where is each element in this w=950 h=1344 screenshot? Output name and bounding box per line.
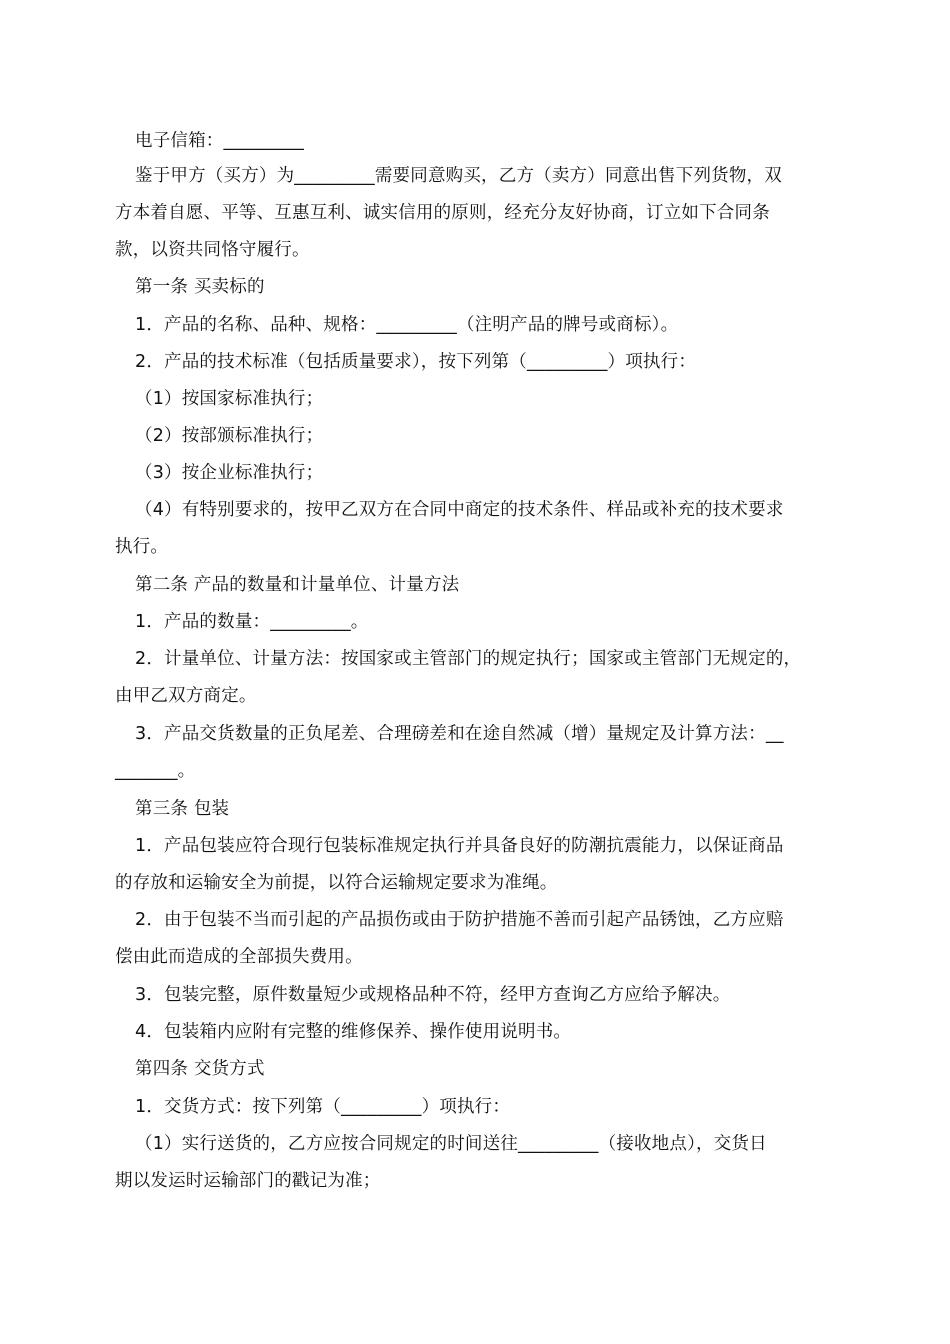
article-3-heading: 第三条 包装 — [135, 799, 230, 819]
preamble-line-1: 鉴于甲方（买方）为_________需要同意购买，乙方（卖方）同意出售下列货物，双 — [135, 166, 782, 186]
standard-option-4-line-2: 执行。 — [115, 537, 169, 557]
standard-option-3: （3）按企业标准执行； — [135, 463, 324, 483]
article-2-item-3-line-1: 3．产品交货数量的正负尾差、合理磅差和在途自然减（增）量规定及计算方法：__ — [135, 724, 784, 744]
delivery-option-1-line-1: （1）实行送货的，乙方应按合同规定的时间送往_________（接收地点），交货日 — [135, 1134, 767, 1154]
article-4-heading: 第四条 交货方式 — [135, 1059, 265, 1079]
article-4-item-1: 1．交货方式：按下列第（_________）项执行： — [135, 1097, 511, 1117]
article-3-item-3: 3．包装完整，原件数量短少或规格品种不符，经甲方查询乙方应给予解决。 — [135, 985, 731, 1005]
article-3-item-4: 4．包装箱内应附有完整的维修保养、操作使用说明书。 — [135, 1022, 572, 1042]
email-line: 电子信箱：_________ — [135, 131, 305, 151]
article-2-item-1: 1．产品的数量：_________。 — [135, 612, 369, 632]
preamble-line-2: 方本着自愿、平等、互惠互利、诚实信用的原则，经充分友好协商，订立如下合同条 — [115, 203, 770, 223]
standard-option-4-line-1: （4）有特别要求的，按甲乙双方在合同中商定的技术条件、样品或补充的技术要求 — [135, 500, 784, 520]
preamble-line-3: 款，以资共同恪守履行。 — [115, 240, 310, 260]
article-2-item-2-line-1: 2．计量单位、计量方法：按国家或主管部门的规定执行；国家或主管部门无规定的， — [135, 649, 802, 669]
article-3-item-2-line-1: 2．由于包装不当而引起的产品损伤或由于防护措施不善而引起产品锈蚀，乙方应赔 — [135, 910, 784, 930]
standard-option-1: （1）按国家标准执行； — [135, 389, 324, 409]
article-3-item-1-line-1: 1．产品包装应符合现行包装标准规定执行并具备良好的防潮抗震能力，以保证商品 — [135, 836, 784, 856]
article-1-item-2: 2．产品的技术标准（包括质量要求），按下列第（_________）项执行： — [135, 352, 697, 372]
article-2-item-3-line-2: _______。 — [115, 761, 196, 781]
standard-option-2: （2）按部颁标准执行； — [135, 426, 324, 446]
article-3-item-2-line-2: 偿由此而造成的全部损失费用。 — [115, 947, 363, 967]
article-1-heading: 第一条 买卖标的 — [135, 277, 265, 297]
article-2-item-2-line-2: 由甲乙双方商定。 — [115, 686, 257, 706]
article-2-heading: 第二条 产品的数量和计量单位、计量方法 — [135, 575, 460, 595]
article-3-item-1-line-2: 的存放和运输安全为前提，以符合运输规定要求为准绳。 — [115, 873, 558, 893]
article-1-item-1: 1．产品的名称、品种、规格：_________（注明产品的牌号或商标）。 — [135, 315, 679, 335]
delivery-option-1-line-2: 期以发运时运输部门的戳记为准； — [115, 1171, 381, 1191]
